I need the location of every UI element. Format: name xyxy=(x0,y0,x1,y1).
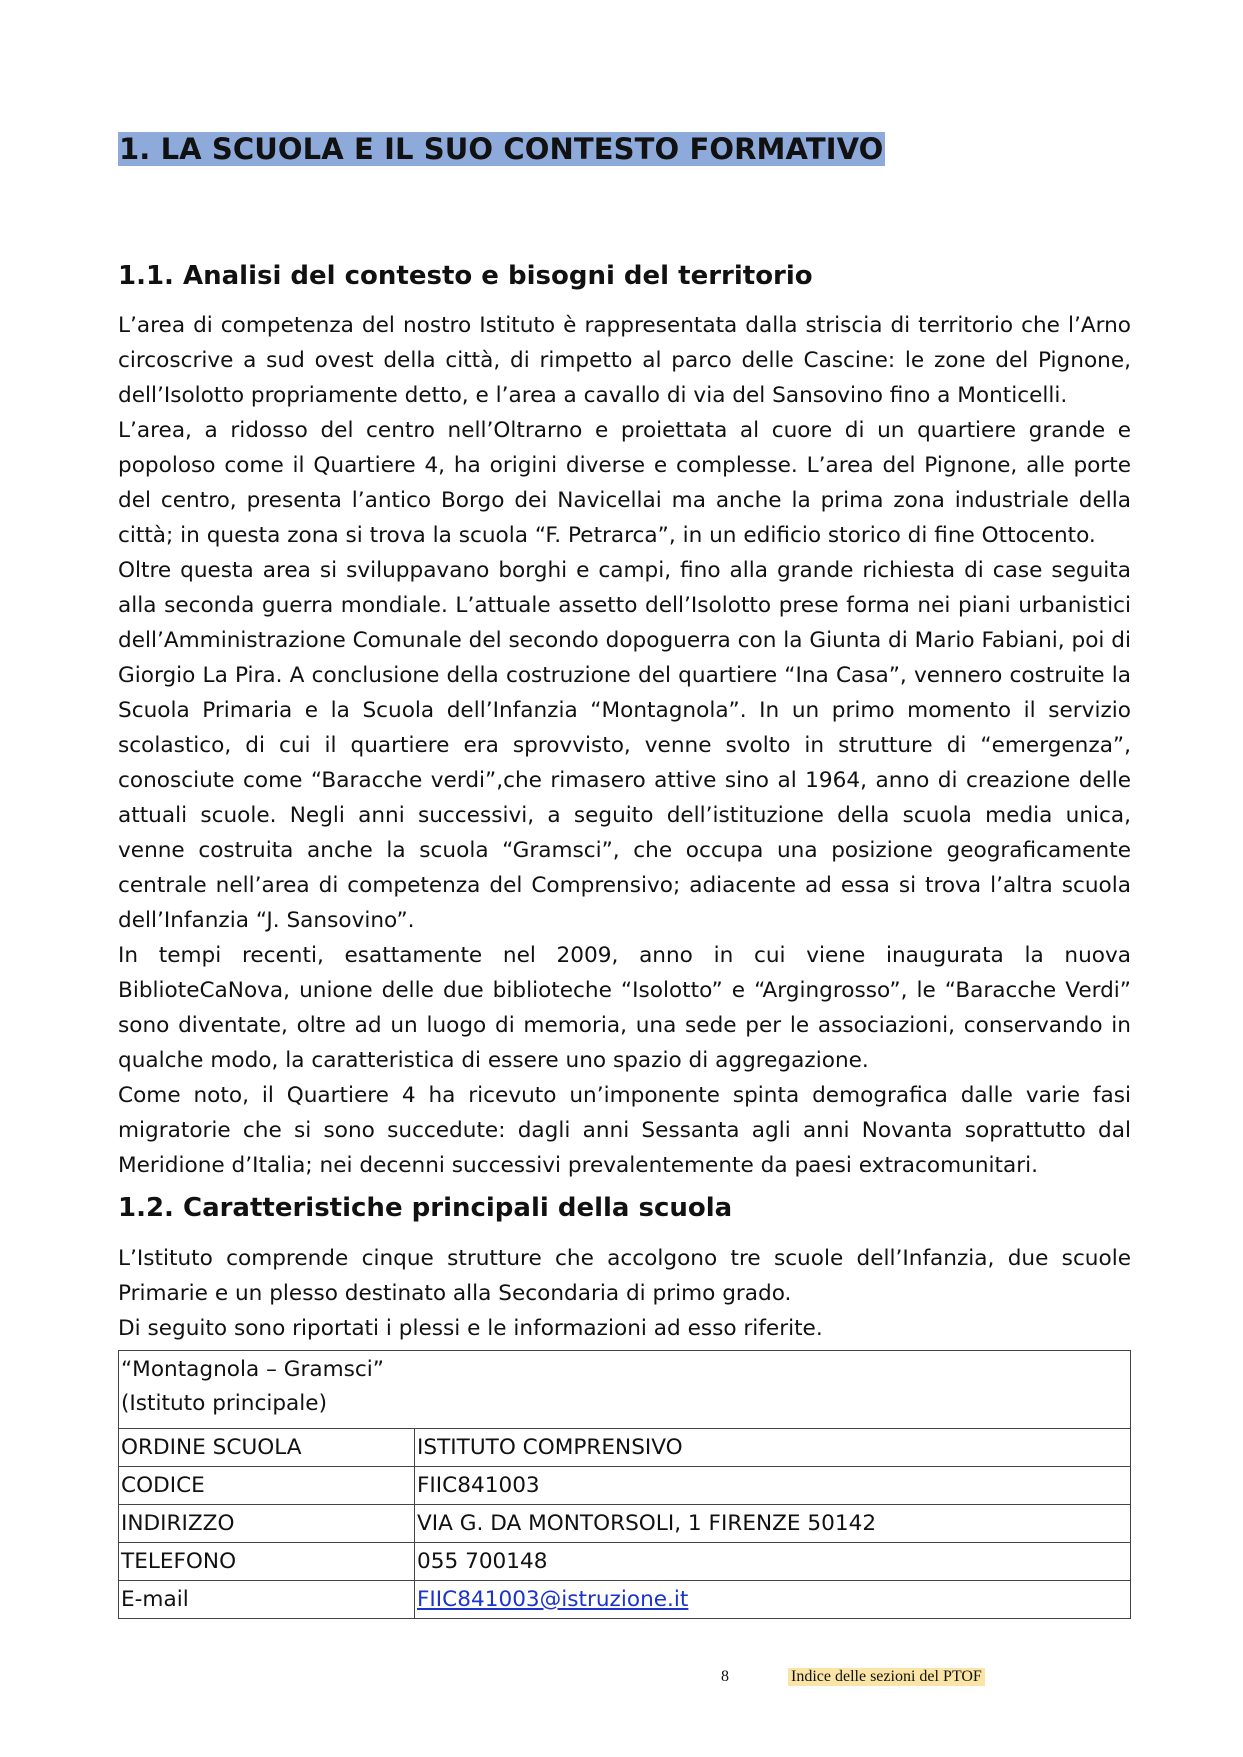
row-key: CODICE xyxy=(119,1467,415,1505)
section-1-1-title: 1.1. Analisi del contesto e bisogni del territorio xyxy=(118,261,813,291)
table-row xyxy=(119,1543,1131,1581)
row-value: VIA G. DA MONTORSOLI, 1 FIRENZE 50142 xyxy=(415,1505,1131,1543)
paragraph: L’area di competenza del nostro Istituto è rappresentata dalla striscia di territorio che l’Arno circoscrive a sud ovest della città, di rimpetto al parco delle Cascine: le zone del Pignone, dell’Isolotto propriamente detto, e l’area a cavallo di via del Sansovino fino a Monticelli. xyxy=(118,313,1131,408)
paragraph: Di seguito sono riportati i plessi e le informazioni ad esso riferite. xyxy=(118,1316,823,1341)
email-link[interactable]: FIIC841003@istruzione.it xyxy=(417,1587,689,1612)
row-value: 055 700148 xyxy=(415,1543,1131,1581)
section-1-1-body xyxy=(118,308,1131,1183)
table-row xyxy=(119,1429,1131,1467)
row-key: ORDINE SCUOLA xyxy=(119,1429,415,1467)
section-1-2-title: 1.2. Caratteristiche principali della scuola xyxy=(118,1193,733,1223)
row-value: FIIC841003 xyxy=(415,1467,1131,1505)
page-number: 8 xyxy=(721,1668,729,1685)
paragraph: Come noto, il Quartiere 4 ha ricevuto un’imponente spinta demografica dalle varie fasi migratorie che si sono succedute: dagli anni Sessanta agli anni Novanta soprattutto dal Meridione d’Italia; nei decenni successivi prevalentemente da paesi extracomunitari. xyxy=(118,1083,1131,1178)
paragraph: L’area, a ridosso del centro nell’Oltrarno e proiettata al cuore di un quartiere grande e popoloso come il Quartiere 4, ha origini diverse e complesse. L’area del Pignone, alle porte del centro, presenta l’antico Borgo dei Navicellai ma anche la prima zona industriale della città; in questa zona si trova la scuola “F. Petrarca”, in un edificio storico di fine Ottocento. xyxy=(118,418,1131,548)
section-1-2-body xyxy=(118,1241,1131,1346)
table-row xyxy=(119,1505,1131,1543)
table-header-row xyxy=(119,1351,1131,1429)
main-heading-text: 1. LA SCUOLA E IL SUO CONTESTO FORMATIVO xyxy=(119,132,884,166)
school-info-table xyxy=(118,1350,1131,1619)
row-key: INDIRIZZO xyxy=(119,1505,415,1543)
row-value: ISTITUTO COMPRENSIVO xyxy=(415,1429,1131,1467)
school-subtitle: (Istituto principale) xyxy=(121,1391,327,1416)
table-header-cell xyxy=(119,1351,1131,1429)
paragraph: Oltre questa area si sviluppavano borghi e campi, fino alla grande richiesta di case seguita alla seconda guerra mondiale. L’attuale assetto dell’Isolotto prese forma nei piani urbanistici dell’Amministrazione Comunale del secondo dopoguerra con la Giunta di Mario Fabiani, poi di Giorgio La Pira. A conclusione della costruzione del quartiere “Ina Casa”, vennero costruite la Scuola Primaria e la Scuola dell’Infanzia “Montagnola”. In un primo momento il servizio scolastico, di cui il quartiere era sprovvisto, venne svolto in strutture di “emergenza”, conosciute come “Baracche verdi”,che rimasero attive sino al 1964, anno di creazione delle attuali scuole. Negli anni successivi, a seguito dell’istituzione della scuola media unica, venne costruita anche la scuola “Gramsci”, che occupa una posizione geograficamente centrale nell’area di competenza del Comprensivo; adiacente ad essa si trova l’altra scuola dell’Infanzia “J. Sansovino”. xyxy=(118,558,1131,933)
school-name: “Montagnola – Gramsci” xyxy=(121,1357,384,1382)
row-value xyxy=(415,1581,1131,1619)
table-row xyxy=(119,1581,1131,1619)
row-key: TELEFONO xyxy=(119,1543,415,1581)
paragraph: L’Istituto comprende cinque strutture che accolgono tre scuole dell’Infanzia, due scuole Primarie e un plesso destinato alla Secondaria di primo grado. xyxy=(118,1246,1131,1306)
main-heading xyxy=(118,128,885,170)
row-key: E-mail xyxy=(119,1581,415,1619)
index-link[interactable]: Indice delle sezioni del PTOF xyxy=(788,1668,985,1686)
table-row xyxy=(119,1467,1131,1505)
paragraph: In tempi recenti, esattamente nel 2009, anno in cui viene inaugurata la nuova BiblioteCaNova, unione delle due biblioteche “Isolotto” e “Argingrosso”, le “Baracche Verdi” sono diventate, oltre ad un luogo di memoria, una sede per le associazioni, conservando in qualche modo, la caratteristica di essere uno spazio di aggregazione. xyxy=(118,943,1131,1073)
